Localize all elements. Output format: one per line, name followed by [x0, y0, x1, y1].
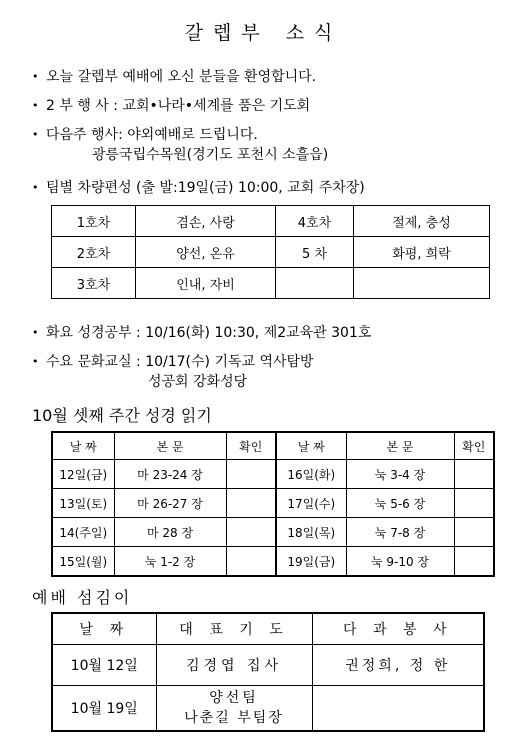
- reading-passage: 마 28 장: [114, 518, 226, 547]
- reading-date: 19일(금): [276, 547, 346, 577]
- notice-text: 오늘 갈렙부 예배에 오신 분들을 환영합니다.: [46, 69, 317, 85]
- reading-check[interactable]: [226, 518, 276, 547]
- col-header: 확인: [454, 432, 494, 460]
- reading-passage: 눅 3-4 장: [346, 460, 454, 489]
- notice-welcome: [32, 66, 316, 86]
- schedule-wednesday: [32, 351, 314, 371]
- reading-date: 14(주일): [52, 518, 114, 547]
- reading-passage: 눅 9-10 장: [346, 547, 454, 577]
- table-row: [52, 206, 490, 237]
- reading-check[interactable]: [226, 460, 276, 489]
- reading-passage: 눅 5-6 장: [346, 489, 454, 518]
- table-row: [52, 686, 484, 732]
- car-teams: 양선, 온유: [136, 237, 276, 268]
- col-header: 본 문: [114, 432, 226, 460]
- reading-date: 15일(월): [52, 547, 114, 577]
- car-teams: 화평, 희락: [354, 237, 490, 268]
- car-name: 2호차: [52, 237, 136, 268]
- prayer-leader-line: 김경엽 집사: [185, 658, 283, 674]
- service-heading: 예배 섬김이: [32, 588, 133, 607]
- bullet-icon: •: [32, 99, 39, 112]
- col-header: 날 짜: [52, 432, 114, 460]
- reading-heading: 10월 셋째 주간 성경 읽기: [32, 406, 212, 425]
- snack-service: [312, 686, 484, 732]
- reading-check[interactable]: [454, 547, 494, 577]
- col-header: 날 짜: [276, 432, 346, 460]
- table-row: [52, 518, 494, 547]
- reading-passage: 눅 7-8 장: [346, 518, 454, 547]
- car-teams: [354, 268, 490, 299]
- page-title: 갈렙부 소식: [184, 22, 343, 44]
- car-name: 3호차: [52, 268, 136, 299]
- reading-date: 13일(토): [52, 489, 114, 518]
- notice-next-week: [32, 124, 258, 144]
- car-teams: 절제, 충성: [354, 206, 490, 237]
- reading-check[interactable]: [226, 547, 276, 577]
- car-name: 1호차: [52, 206, 136, 237]
- notice-text: 팀별 차량편성 (출 발:19일(금) 10:00, 교회 주차장): [46, 180, 365, 196]
- table-row: [52, 645, 484, 686]
- notice-event: [32, 95, 310, 115]
- car-assignment-table: [51, 205, 490, 299]
- bullet-icon: •: [32, 326, 39, 339]
- car-teams: 인내, 자비: [136, 268, 276, 299]
- table-header-row: [52, 432, 494, 460]
- col-header: 확인: [226, 432, 276, 460]
- col-header: 본 문: [346, 432, 454, 460]
- col-header: 날 짜: [52, 613, 156, 645]
- notice-text: 2 부 행 사 : 교회•나라•세계를 품은 기도회: [46, 98, 311, 114]
- prayer-leader-line: 나춘길 부팀장: [184, 710, 284, 726]
- car-name: 5 차: [276, 237, 354, 268]
- reading-passage: 마 26-27 장: [114, 489, 226, 518]
- reading-date: 16일(화): [276, 460, 346, 489]
- table-row: [52, 237, 490, 268]
- prayer-leader-line: 양선팀: [209, 690, 259, 706]
- table-row: [52, 460, 494, 489]
- reading-date: 12일(금): [52, 460, 114, 489]
- notice-text: 다음주 행사: 야외예배로 드립니다.: [46, 127, 258, 143]
- service-date: 10월 12일: [52, 645, 156, 686]
- notice-car-groups: [32, 177, 365, 197]
- car-teams: 겸손, 사랑: [136, 206, 276, 237]
- reading-passage: 마 23-24 장: [114, 460, 226, 489]
- car-name: 4호차: [276, 206, 354, 237]
- reading-check[interactable]: [454, 518, 494, 547]
- bullet-icon: •: [32, 128, 39, 141]
- reading-check[interactable]: [226, 489, 276, 518]
- col-header: 다 과 봉 사: [312, 613, 484, 645]
- schedule-location: 성공회 강화성당: [148, 374, 248, 390]
- bullet-icon: •: [32, 70, 39, 83]
- prayer-leader: [156, 645, 312, 686]
- prayer-leader: [156, 686, 312, 732]
- service-date: 10월 19일: [52, 686, 156, 732]
- schedule-text: 화요 성경공부 : 10/16(화) 10:30, 제2교육관 301호: [46, 325, 372, 341]
- bullet-icon: •: [32, 355, 39, 368]
- table-row: [52, 268, 490, 299]
- schedule-text: 수요 문화교실 : 10/17(수) 기독교 역사탐방: [46, 354, 314, 370]
- service-table: [51, 612, 485, 732]
- reading-date: 17일(수): [276, 489, 346, 518]
- col-header: 대 표 기 도: [156, 613, 312, 645]
- notice-location: 광릉국립수목원(경기도 포천시 소흘읍): [92, 147, 329, 163]
- car-name: [276, 268, 354, 299]
- table-row: [52, 547, 494, 577]
- snack-service: 권정희, 정 한: [312, 645, 484, 686]
- schedule-tuesday: [32, 322, 371, 342]
- bullet-icon: •: [32, 181, 39, 194]
- bible-reading-table: [51, 431, 495, 577]
- reading-date: 18일(목): [276, 518, 346, 547]
- table-header-row: [52, 613, 484, 645]
- reading-passage: 눅 1-2 장: [114, 547, 226, 577]
- table-row: [52, 489, 494, 518]
- reading-check[interactable]: [454, 489, 494, 518]
- reading-check[interactable]: [454, 460, 494, 489]
